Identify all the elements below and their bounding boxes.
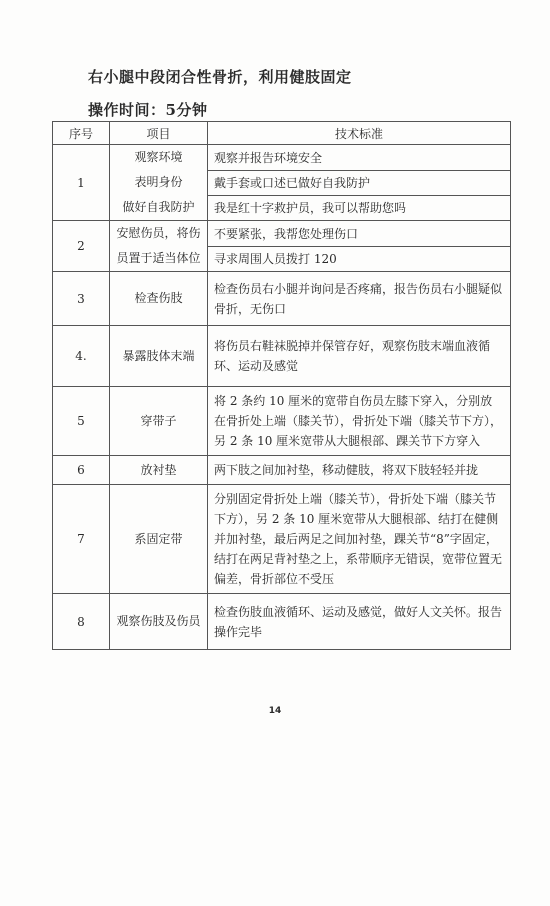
row-item	[110, 272, 208, 326]
document-title: 右小腿中段闭合性骨折，利用健肢固定	[88, 68, 352, 86]
header-standard: 技术标准	[208, 122, 511, 145]
standard-text: 分别固定骨折处上端（膝关节），骨折处下端（膝关节下方），另 2 条 10 厘米宽带从大腿根部、结打在健侧并加衬垫，最后两足之间加衬垫，踝关节“8”字固定，结打在两足背衬垫之上，系带顺序无错误，宽带位置无偏差，骨折部位不受压	[214, 492, 503, 586]
item-line: 员置于适当体位	[116, 251, 201, 265]
standard-text: 检查伤肢血液循环、运动及感觉，做好人文关怀。报告操作完毕	[214, 604, 503, 639]
table-header-row	[53, 122, 511, 145]
item-line: 安慰伤员，将伤	[116, 226, 201, 240]
row-number: 5	[53, 387, 110, 456]
row-standard	[208, 326, 511, 387]
row-number: 3	[53, 272, 110, 326]
standard-text: 将伤员右鞋袜脱掉并保管存好，观察伤肢末端血液循环、运动及感觉	[214, 339, 491, 373]
row-number: 1	[53, 145, 110, 221]
item-line: 观察伤肢及伤员	[116, 614, 201, 628]
standard-text: 检查伤员右小腿并询问是否疼痛，报告伤员右小腿疑似骨折，无伤口	[214, 281, 503, 316]
table-row	[53, 485, 511, 594]
row-number: 7	[53, 485, 110, 594]
standard-line: 不要紧张，我帮您处理伤口	[208, 222, 510, 247]
table-row	[53, 326, 511, 387]
row-item	[110, 145, 208, 221]
item-line: 检查伤肢	[134, 291, 183, 305]
item-line: 做好自我防护	[122, 200, 195, 214]
standard-text: 两下肢之间加衬垫，移动健肢，将双下肢轻轻并拢	[214, 463, 479, 477]
item-line: 暴露肢体末端	[122, 348, 195, 363]
row-number: 4.	[53, 326, 110, 387]
table-row	[53, 387, 511, 456]
item-line: 表明身份	[134, 175, 183, 189]
header-item: 项目	[110, 122, 208, 145]
row-standard	[208, 272, 511, 326]
standard-text: 将 2 条约 10 厘米的宽带自伤员左膝下穿入，分别放在骨折处上端（膝关节），骨折处下端（膝关节下方），另 2 条 10 厘米宽带从大腿根部、踝关节下方穿入	[214, 394, 503, 448]
row-number: 2	[53, 221, 110, 272]
row-standard	[208, 485, 511, 594]
standard-line: 我是红十字救护员，我可以帮助您吗	[214, 200, 407, 215]
item-line: 系固定带	[134, 531, 183, 546]
row-item	[110, 221, 208, 272]
row-number: 6	[53, 456, 110, 485]
page-number: 14	[268, 706, 282, 716]
table-row	[53, 594, 511, 650]
row-standard	[208, 387, 511, 456]
row-item	[110, 326, 208, 387]
item-line: 观察环境	[134, 150, 183, 164]
table-row	[53, 456, 511, 485]
row-standard	[208, 145, 511, 221]
standard-line: 寻求周围人员拨打 120	[214, 251, 337, 266]
table-row	[53, 272, 511, 326]
header-number: 序号	[53, 122, 110, 145]
table-row	[53, 145, 511, 221]
row-standard	[208, 221, 511, 272]
standard-line: 观察并报告环境安全	[208, 146, 510, 171]
item-line: 穿带子	[140, 413, 177, 428]
row-item	[110, 485, 208, 594]
row-item	[110, 456, 208, 485]
row-item	[110, 387, 208, 456]
procedure-table	[52, 121, 511, 650]
row-item	[110, 594, 208, 650]
row-standard	[208, 594, 511, 650]
item-line: 放衬垫	[140, 462, 177, 477]
operation-time: 操作时间：5分钟	[88, 101, 208, 119]
table-row	[53, 221, 511, 272]
row-number: 8	[53, 594, 110, 650]
standard-line: 戴手套或口述已做好自我防护	[208, 171, 510, 196]
row-standard	[208, 456, 511, 485]
